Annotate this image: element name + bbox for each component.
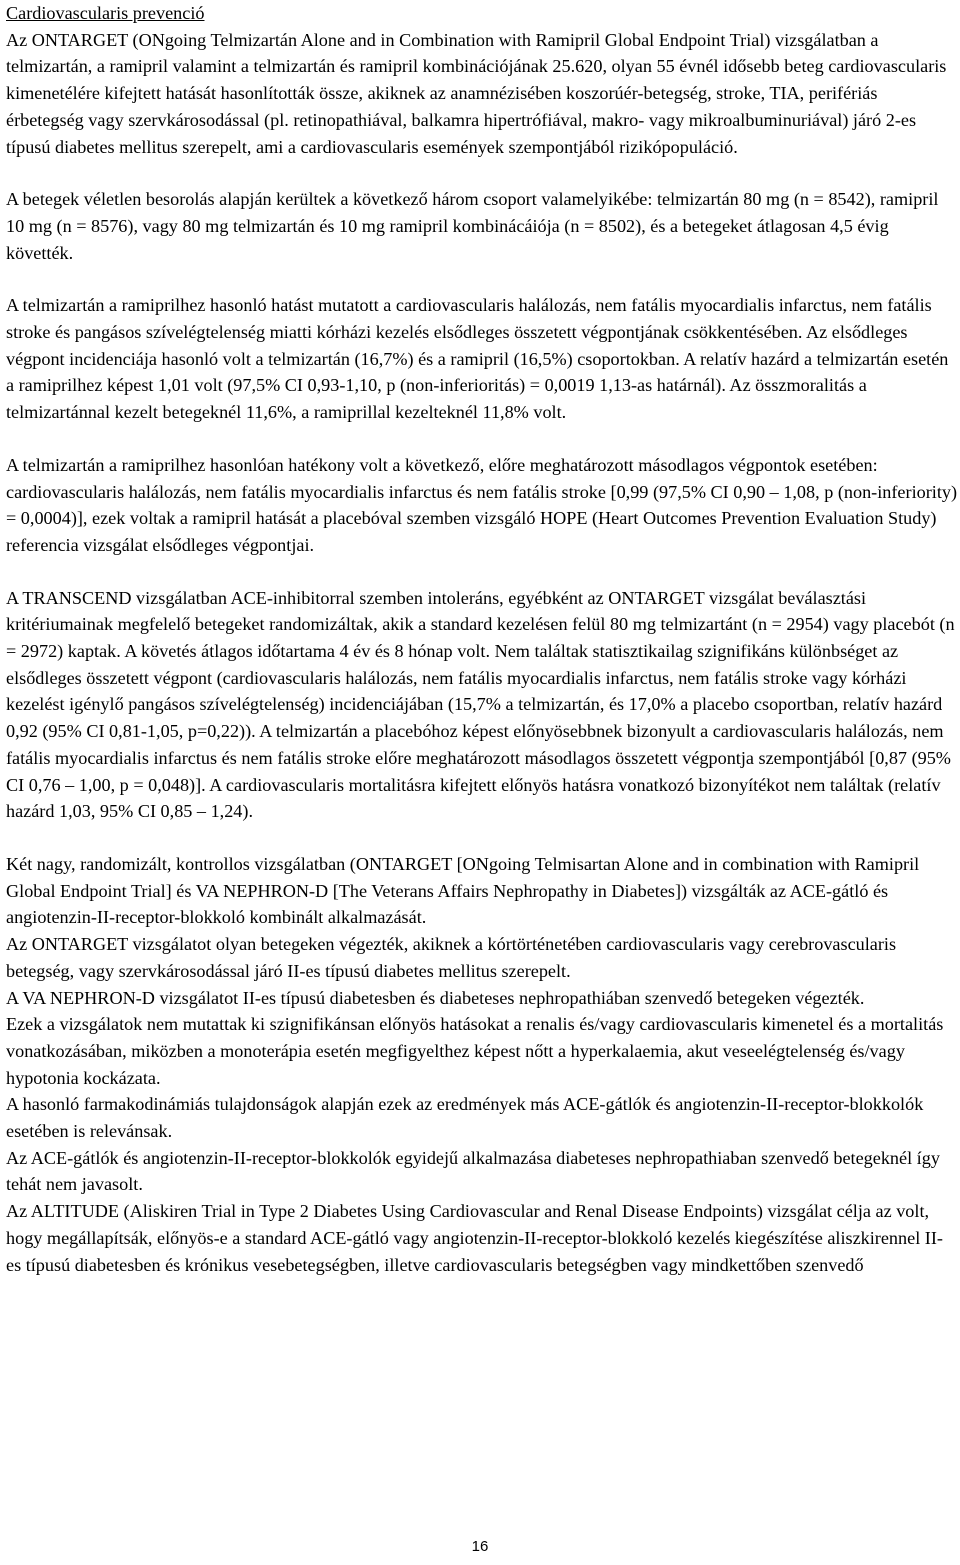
paragraph-nephron-population: A VA NEPHRON-D vizsgálatot II-es típusú diabetesben és diabeteses nephropathiában szenvedő betegeken végezték.: [6, 987, 865, 1008]
paragraph-ontarget-population: Az ONTARGET vizsgálatot olyan betegeken végezték, akiknek a kórtörténetében cardiovascularis vagy cerebrovascularis betegség, vagy szervkárosodással járó II-es típusú diabetes mellitus szerepelt.: [6, 934, 897, 981]
paragraph-combination-results: Ezek a vizsgálatok nem mutattak ki szignifikánsan előnyös hatásokat a renalis és/vagy cardiovascularis kimenetel és a mortalitás vonatkozásában, miközben a monoterápia esetén megfigyelthez képest nőtt a hyperkalaemia, akut veseelégtelenség és/vagy hypotonia kockázata.: [6, 1014, 944, 1088]
paragraph-combination-trials: Két nagy, randomizált, kontrollos vizsgálatban (ONTARGET [ONgoing Telmisartan Alone and in combination with Ramipril Global Endpoint Trial] és VA NEPHRON-D [The Veterans Affairs Nephropathy in Diabetes]) vizsgálták az ACE-gátló és angiotenzin-II-receptor-blokkoló kombinált alkalmazását.: [6, 853, 920, 928]
section-heading: Cardiovascularis prevenció: [6, 3, 205, 23]
paragraph-altitude: Az ALTITUDE (Aliskiren Trial in Type 2 Diabetes Using Cardiovascular and Renal Disease Endpoints) vizsgálat célja az volt, hogy megállapítsák, előnyös-e a standard ACE-gátló vagy angiotenzin-II-receptor-blokkoló kezelés kiegészítése aliszkirennel II-es típusú diabetesben és krónikus vesebetegségben, illetve cardiovascularis betegségben vagy mindkettőben szenvedő: [6, 1201, 943, 1275]
document-page: [6, 0, 958, 1278]
paragraph-class-relevance: A hasonló farmakodinámiás tulajdonságok alapján ezek az eredmények más ACE-gátlók és angiotenzin-II-receptor-blokkolók esetében is relevánsak.: [6, 1094, 924, 1142]
paragraph-not-recommended: Az ACE-gátlók és angiotenzin-II-receptor-blokkolók egyidejű alkalmazása diabeteses nephropathiaban szenvedő betegeknél így tehát nem javasolt.: [6, 1147, 940, 1195]
paragraph-ontarget-intro: Az ONTARGET (ONgoing Telmizartán Alone and in Combination with Ramipril Global Endpoint Trial) vizsgálatban a telmizartán, a ramipril valamint a telmizartán és ramipril kombinációjának 25.620, olyan 55 évnél idősebb beteg cardiovascularis kimenetélére kifejtett hatását hasonlították össze, akiknek az anamnézisében koszorúér-betegség, stroke, TIA, perifériás érbetegség vagy szervkárosodással (pl. retinopathiával, balkamra hipertrófiával, makro- vagy mikroalbuminuriával) járó 2-es típusú diabetes mellitus szerepelt, ami a cardiovascularis események szempontjából rizikópopuláció.: [6, 29, 947, 157]
combination-therapy-block: [6, 851, 958, 1278]
paragraph-primary-endpoint: A telmizartán a ramiprilhez hasonló hatást mutatott a cardiovascularis halálozás, nem fatális myocardialis infarctus, nem fatális stroke és pangásos szívelégtelenség miatti kórházi kezelés elsődleges összetett végpontjának csökkentésében. Az elsődleges végpont incidenciája hasonló volt a telmizartán (16,7%) és a ramipril (16,5%) csoportokban. A relatív hazárd a telmizartán esetén a ramiprilhez képest 1,01 volt (97,5% CI 0,93-1,10, p (non-inferioritás) = 0,0019 1,13-as határnál). Az összmoralitás a telmizartánnal kezelt betegeknél 11,6%, a ramiprillal kezelteknél 11,8% volt.: [6, 295, 949, 423]
paragraph-randomization: A betegek véletlen besorolás alapján kerültek a következő három csoport valamelyikébe: telmizartán 80 mg (n = 8542), ramipril 10 mg (n = 8576), vagy 80 mg telmizartán és 10 mg ramipril kombinácáiója (n = 8502), és a betegeket átlagosan 4,5 évig követték.: [6, 189, 939, 263]
paragraph-secondary-endpoint: A telmizartán a ramiprilhez hasonlóan hatékony volt a következő, előre meghatározott másodlagos végpontok esetében: cardiovascularis halálozás, nem fatális myocardialis infarctus és nem fatális stroke [0,99 (97,5% CI 0,90 – 1,08, p (non-inferiority) = 0,0004)], ezek voltak a ramipril hatását a placebóval szemben vizsgáló HOPE (Heart Outcomes Prevention Evaluation Study) referencia vizsgálat elsődleges végpontjai.: [6, 454, 958, 555]
page-number: 16: [471, 1538, 489, 1555]
paragraph-transcend: A TRANSCEND vizsgálatban ACE-inhibitorral szemben intoleráns, egyébként az ONTARGET vizsgálat beválasztási kritériumainak megfelelő betegeket randomizáltak, akik a standard kezelésen felül 80 mg telmizartánt (n = 2954) vagy placebót (n = 2972) kaptak. A követés átlagos időtartama 4 év és 8 hónap volt. Nem találtak statisztikailag szignifikáns különbséget az elsődleges összetett végpont (cardiovascularis halálozás, nem fatális myocardialis infarctus, nem fatális stroke vagy kórházi kezelést igénylő pangásos szívelégtelenség) incidenciájában (15,7% a telmizartán, és 17,0% a placebo csoportban, relatív hazárd 0,92 (95% CI 0,81-1,05, p=0,22)). A telmizartán a placebóhoz képest előnyösebbnek bizonyult a cardiovascularis halálozás, nem fatális myocardialis infarctus és nem fatális stroke előre meghatározott másodlagos összetett végpontja szempontjából [0,87 (95% CI 0,76 – 1,00, p = 0,048)]. A cardiovascularis mortalitásra kifejtett előnyös hatásra vonatkozó bizonyítékot nem találtak (relatív hazárd 1,03, 95% CI 0,85 – 1,24).: [6, 587, 955, 822]
